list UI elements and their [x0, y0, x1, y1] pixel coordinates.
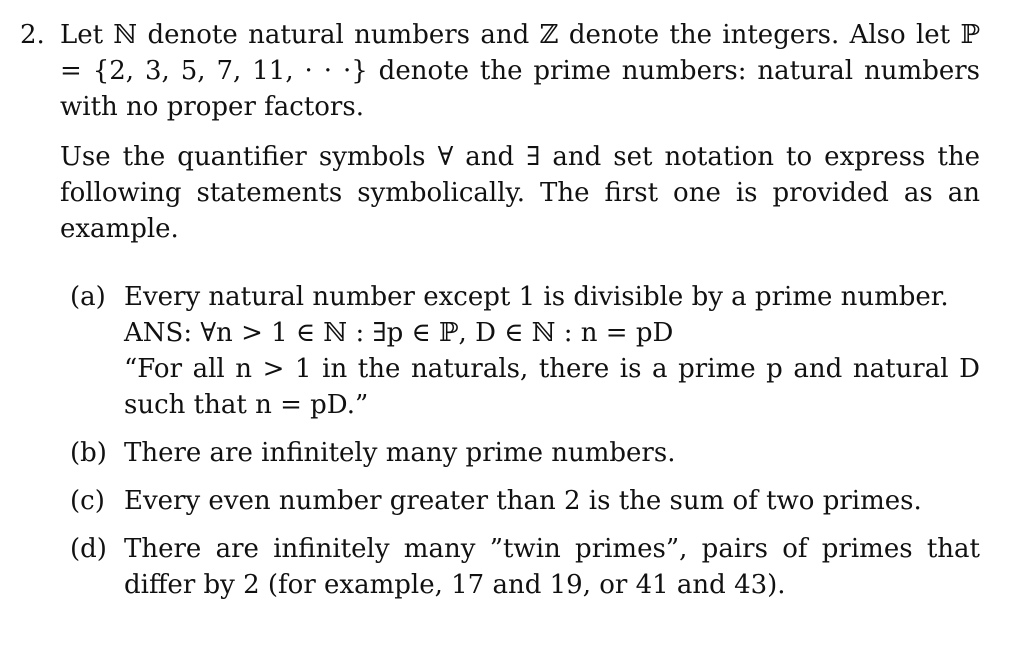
- subquestion-text: Every even number greater than 2 is the sum of two primes.: [124, 486, 922, 516]
- problem-instructions-paragraph: Use the quantifier symbols ∀ and ∃ and set notation to express the following statements symbolically. The first one is provided as an example.: [60, 142, 980, 244]
- subquestion-b: [20, 435, 980, 471]
- problem-intro-paragraph: Let ℕ denote natural numbers and ℤ denote the integers. Also let ℙ = {2, 3, 5, 7, 11, · · ·} denote the prime numbers: natural numbers with no proper factors.: [60, 20, 980, 122]
- problem-number: 2.: [20, 20, 45, 50]
- subquestion-label: (d): [70, 534, 107, 564]
- subquestion-text: There are infinitely many prime numbers.: [124, 438, 676, 468]
- subquestion-text: There are infinitely many ”twin primes”, pairs of primes that differ by 2 (for example, 17 and 19, or 41 and 43).: [124, 534, 980, 600]
- subquestion-a: [20, 279, 980, 423]
- subquestion-label: (c): [70, 486, 105, 516]
- subquestion-c: [20, 483, 980, 519]
- subquestion-text: Every natural number except 1 is divisible by a prime number.: [124, 282, 949, 312]
- subquestion-list: [20, 279, 980, 603]
- problem-2: [20, 17, 980, 615]
- example-explanation: “For all n > 1 in the naturals, there is a prime p and natural D such that n = pD.”: [124, 354, 980, 420]
- subquestion-d: [20, 531, 980, 603]
- subquestion-label: (b): [70, 438, 107, 468]
- example-answer: ANS: ∀n > 1 ∈ ℕ : ∃p ∈ ℙ, D ∈ ℕ : n = pD: [124, 318, 674, 348]
- subquestion-label: (a): [70, 282, 106, 312]
